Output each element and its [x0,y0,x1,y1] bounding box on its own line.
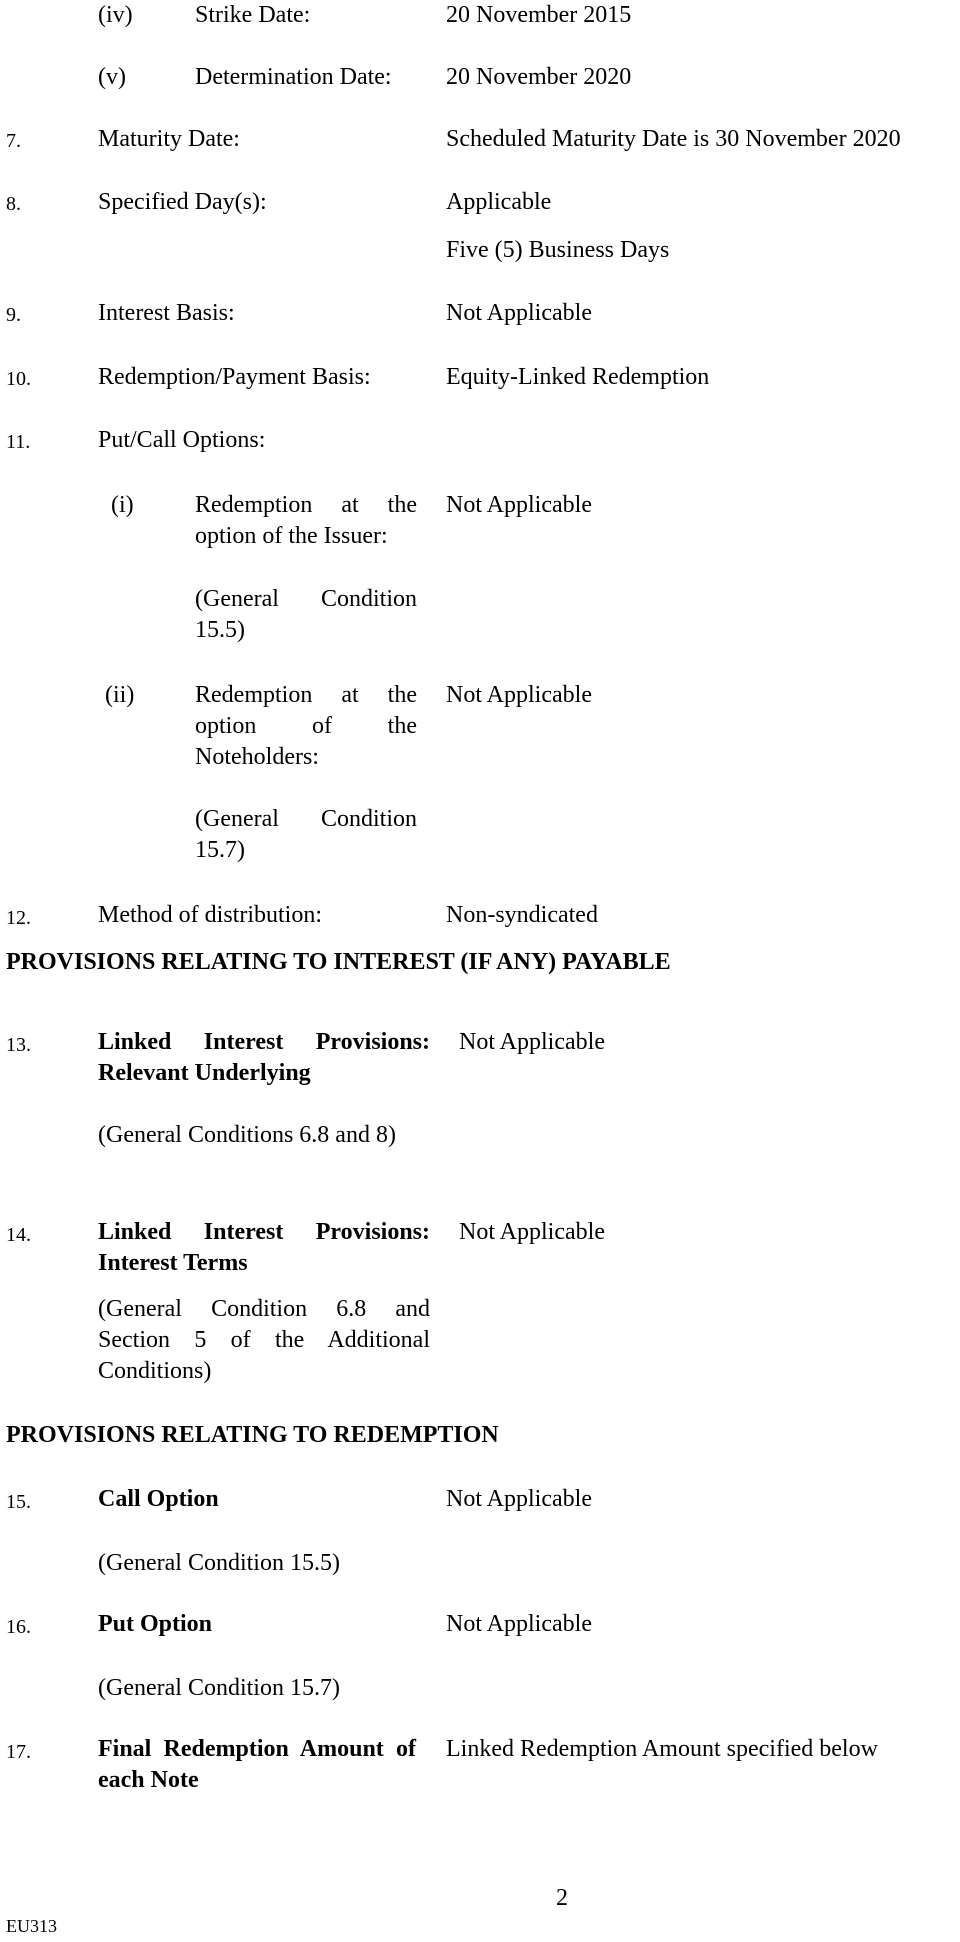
row-number: 11. [6,431,31,453]
row-condition: (General Condition 15.5) [195,586,417,643]
row-label: Determination Date: [195,64,392,90]
row-value: Linked Redemption Amount specified below [446,1736,878,1762]
row-value: Not Applicable [446,1486,592,1512]
row-value: Non-syndicated [446,902,598,928]
row-label: Interest Basis: [98,300,235,326]
row-number: 10. [6,368,31,390]
row-value: 20 November 2015 [446,2,632,28]
row-value: Scheduled Maturity Date is 30 November 2020 [446,126,901,152]
row-number: 14. [6,1224,31,1246]
row-value: Not Applicable [446,492,592,518]
row-label: Method of distribution: [98,902,322,928]
row-value: 20 November 2020 [446,64,632,90]
row-number: (i) [111,492,134,518]
row-label: Strike Date: [195,2,311,28]
page-number: 2 [556,1885,568,1911]
row-value: Not Applicable [446,682,592,708]
row-label: Maturity Date: [98,126,240,152]
row-label: Put/Call Options: [98,427,266,453]
row-label: Linked Interest Provisions: Interest Terms [98,1219,430,1276]
row-label: Redemption/Payment Basis: [98,364,371,390]
section-heading: PROVISIONS RELATING TO REDEMPTION [6,1422,499,1448]
row-number: (ii) [105,682,135,708]
row-label: Call Option [98,1486,219,1512]
row-label: Redemption at the option of the Issuer: [195,492,417,549]
row-number: 7. [6,130,21,152]
row-number: (iv) [98,2,133,28]
row-value: Not Applicable [459,1219,605,1245]
row-value: Equity-Linked Redemption [446,364,710,390]
row-number: 17. [6,1741,31,1763]
row-label: Redemption at the option of the Noteholders: [195,682,417,770]
row-condition: (General Condition 15.7) [98,1675,340,1701]
row-number: (v) [98,64,126,90]
row-value: Applicable [446,189,552,215]
row-value: Not Applicable [459,1029,605,1055]
row-value-secondary: Five (5) Business Days [446,237,670,263]
row-number: 13. [6,1034,31,1056]
row-number: 15. [6,1491,31,1513]
row-condition: (General Condition 15.7) [195,806,417,863]
row-label: Specified Day(s): [98,189,267,215]
row-number: 16. [6,1616,31,1638]
row-value: Not Applicable [446,1611,592,1637]
row-label: Final Redemption Amount of each Note [98,1736,416,1793]
row-number: 9. [6,304,21,326]
row-condition: (General Conditions 6.8 and 8) [98,1122,396,1148]
row-condition: (General Condition 15.5) [98,1550,340,1576]
section-heading: PROVISIONS RELATING TO INTEREST (IF ANY) PAYABLE [6,949,671,975]
row-label: Put Option [98,1611,213,1637]
row-number: 8. [6,193,21,215]
row-label: Linked Interest Provisions: Relevant Underlying [98,1029,430,1086]
row-condition: (General Condition 6.8 and Section 5 of the Additional Conditions) [98,1296,430,1384]
row-number: 12. [6,907,31,929]
row-value: Not Applicable [446,300,592,326]
document-code: EU313 [6,1916,57,1936]
